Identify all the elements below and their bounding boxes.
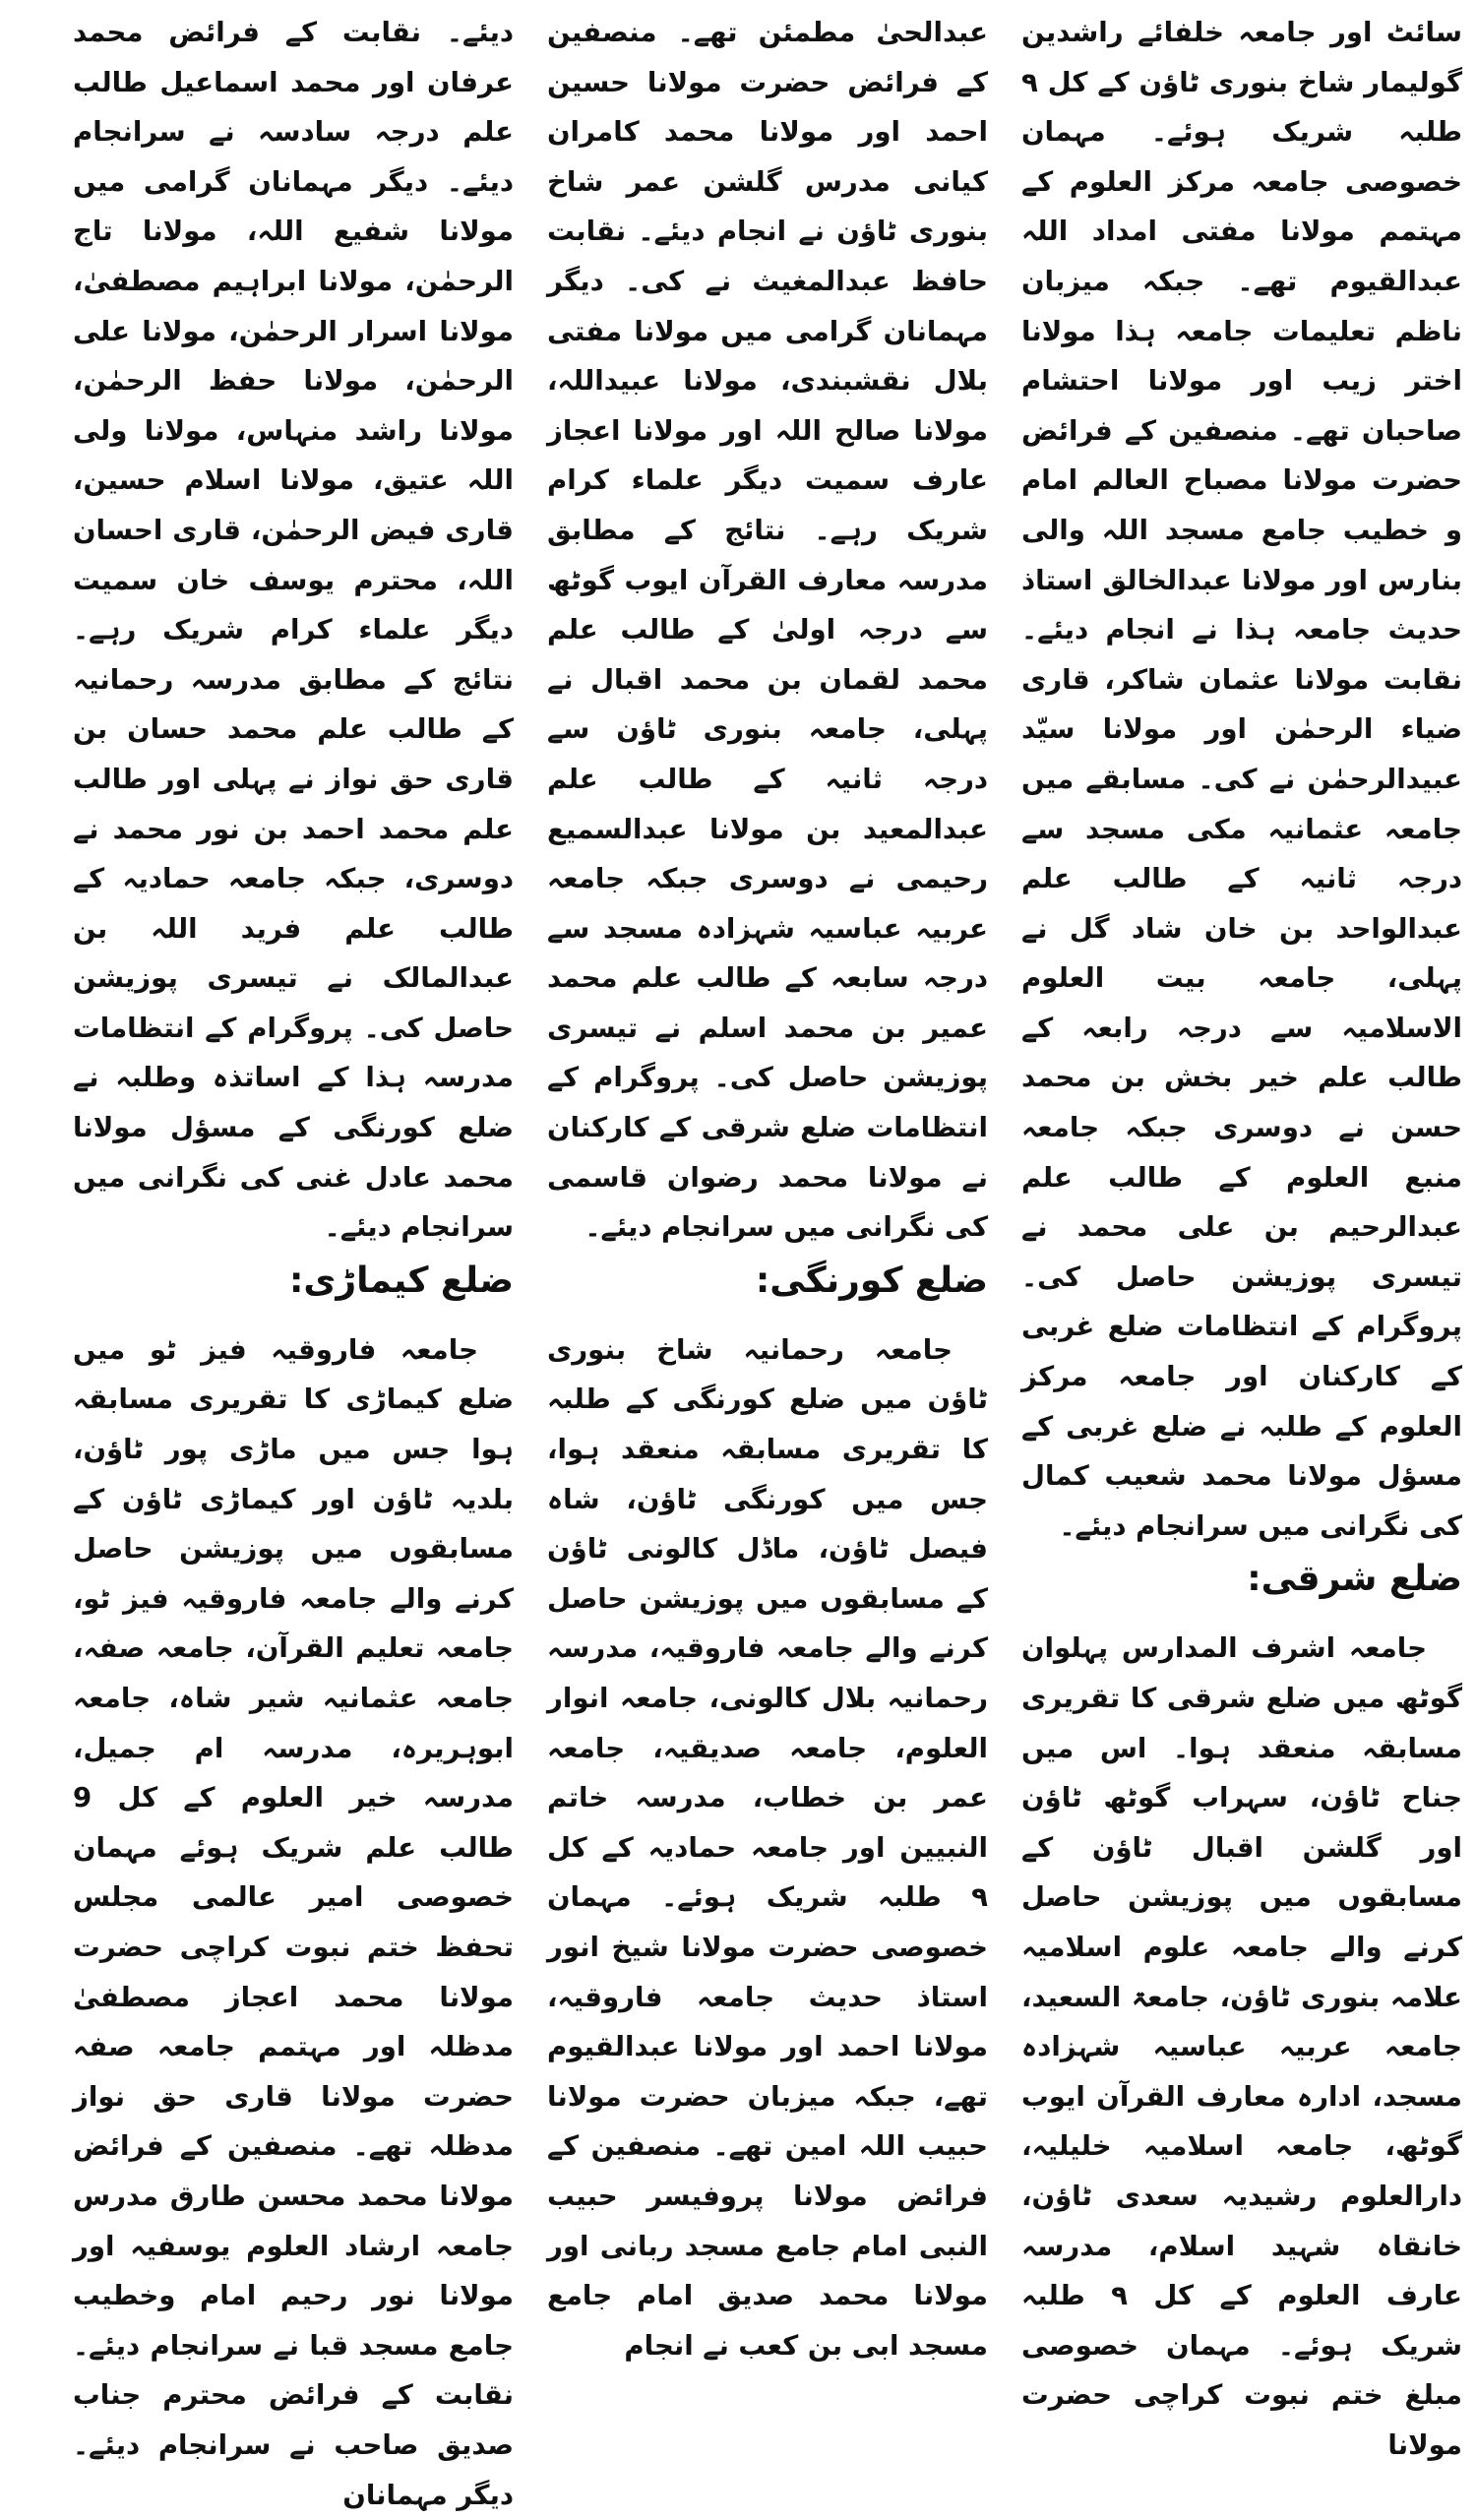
article-paragraph: سائٹ اور جامعہ خلفائے راشدین گولیمار شاخ بنوری ٹاؤن کے کل ۹ طلبہ شریک ہوئے۔ مہمان خصوصی جامعہ مرکز العلوم کے مہتمم مولانا مفتی امداد اللہ عبدالقیوم تھے۔ جبکہ میزبان ناظم تعلیمات جامعہ ہذا مولانا اختر زیب اور مولانا احتشام صاحبان تھے۔ منصفین کے فرائض حضرت مولانا مصباح العالم امام و خطیب جامع مسجد اللہ والی بنارس اور مولانا عبدالخالق استاذ حدیث جامعہ ہذا نے انجام دیئے۔ نقابت مولانا عثمان شاکر، قاری ضیاء الرحمٰن اور مولانا سیّد عبیدالرحمٰن نے کی۔ مسابقے میں جامعہ عثمانیہ مکی مسجد سے درجہ ثانیہ کے طالب علم عبدالواحد بن خان شاد گل نے پہلی، جامعہ بیت العلوم الاسلامیہ سے درجہ رابعہ کے طالب علم خیر بخش بن محمد حسن نے دوسری جبکہ جامعہ منبع العلوم کے طالب علم عبدالرحیم بن علی محمد نے تیسری پوزیشن حاصل کی۔ پروگرام کے انتظامات ضلع غربی کے کارکنان اور جامعہ مرکز العلوم کے طلبہ نے ضلع غربی کے مسؤل مولانا محمد شعیب کمال کی نگرانی میں سرانجام دیئے۔ (1021, 16, 1462, 1542)
section-heading: ضلع شرقی: (1247, 1559, 1462, 1600)
article-paragraph: دیئے۔ نقابت کے فرائض محمد عرفان اور محمد اسماعیل طالب علم درجہ سادسہ نے سرانجام دیئے۔ دیگر مہمانان گرامی میں مولانا شفیع اللہ، مولانا تاج الرحمٰن، مولانا ابراہیم مصطفیٰ، مولانا اسرار الرحمٰن، مولانا علی الرحمٰن، مولانا حفظ الرحمٰن، مولانا راشد منہاس، مولانا ولی اللہ عتیق، مولانا اسلام حسین، قاری فیض الرحمٰن، قاری احسان اللہ، محترم یوسف خان سمیت دیگر علماء کرام شریک رہے۔ نتائج کے مطابق مدرسہ رحمانیہ کے طالب علم محمد حسان بن قاری حق نواز نے پہلی اور طالب علم محمد احمد بن نور محمد نے دوسری، جبکہ جامعہ حمادیہ کے طالب علم فرید اللہ بن عبدالمالک نے تیسری پوزیشن حاصل کی۔ پروگرام کے انتظامات مدرسہ ہذا کے اساتذہ وطلبہ نے ضلع کورنگی کے مسؤل مولانا محمد عادل غنی کی نگرانی میں سرانجام دیئے۔ (73, 16, 514, 1244)
article-paragraph: عبدالحیٰ مطمئن تھے۔ منصفین کے فرائض حضرت مولانا حسین احمد اور مولانا محمد کامران کیانی مدرس گلشن عمر شاخ بنوری ٹاؤن نے انجام دیئے۔ نقابت حافظ عبدالمغیث نے کی۔ دیگر مہمانان گرامی میں مولانا مفتی بلال نقشبندی، مولانا عبیداللہ، مولانا صالح اللہ اور مولانا اعجاز عارف سمیت دیگر علماء کرام شریک رہے۔ نتائج کے مطابق مدرسہ معارف القرآن ایوب گوٹھ سے درجہ اولیٰ کے طالب علم محمد لقمان بن محمد اقبال نے پہلی، جامعہ بنوری ٹاؤن سے درجہ ثانیہ کے طالب علم عبدالمعید بن مولانا عبدالسمیع رحیمی نے دوسری جبکہ جامعہ عربیہ عباسیہ شہزادہ مسجد سے درجہ سابعہ کے طالب علم محمد عمیر بن محمد اسلم نے تیسری پوزیشن حاصل کی۔ پروگرام کے انتظامات ضلع شرقی کے کارکنان نے مولانا محمد رضوان قاسمی کی نگرانی میں سرانجام دیئے۔ (547, 16, 988, 1244)
article-paragraph: جامعہ فاروقیہ فیز ٹو میں ضلع کیماڑی کا تقریری مسابقہ ہوا جس میں ماڑی پور ٹاؤن، بلدیہ ٹاؤن اور کیماڑی ٹاؤن کے مسابقوں میں پوزیشن حاصل کرنے والے جامعہ فاروقیہ فیز ٹو، جامعہ تعلیم القرآن، جامعہ صفہ، جامعہ عثمانیہ شیر شاہ، جامعہ ابوہریرہ، مدرسہ ام جمیل، مدرسہ خیر العلوم کے کل 9 طالب علم شریک ہوئے مہمان خصوصی امیر عالمی مجلس تحفظ ختم نبوت کراچی حضرت مولانا محمد اعجاز مصطفیٰ مدظلہ اور مہتمم جامعہ صفہ حضرت مولانا قاری حق نواز مدظلہ تھے۔ منصفین کے فرائض مولانا محمد محسن طارق مدرس جامعہ ارشاد العلوم یوسفیہ اور مولانا نور رحیم امام وخطیب جامع مسجد قبا نے سرانجام دیئے۔ نقابت کے فرائض محترم جناب صدیق صاحب نے سرانجام دیئے۔ دیگر مہمانان (73, 1332, 514, 2511)
article-paragraph: جامعہ اشرف المدارس پہلوان گوٹھ میں ضلع شرقی کا تقریری مسابقہ منعقد ہوا۔ اس میں جناح ٹاؤن، سہراب گوٹھ ٹاؤن اور گلشن اقبال ٹاؤن کے مسابقوں میں پوزیشن حاصل کرنے والے جامعہ علوم اسلامیہ علامہ بنوری ٹاؤن، جامعۃ السعید، جامعہ عربیہ عباسیہ شہزادہ مسجد، ادارہ معارف القرآن ایوب گوٹھ، جامعہ اسلامیہ خلیلیہ، دارالعلوم رشیدیہ سعدی ٹاؤن، خانقاہ شہید اسلام، مدرسہ عارف العلوم کے کل ۹ طلبہ شریک ہوئے۔ مہمان خصوصی مبلغ ختم نبوت کراچی حضرت مولانا (1021, 1631, 1462, 2461)
text-column-1 (1015, 8, 1468, 2461)
article-paragraph: جامعہ رحمانیہ شاخ بنوری ٹاؤن میں ضلع کورنگی کے طلبہ کا تقریری مسابقہ منعقد ہوا، جس میں کورنگی ٹاؤن، شاہ فیصل ٹاؤن، ماڈل کالونی ٹاؤن کے مسابقوں میں پوزیشن حاصل کرنے والے جامعہ فاروقیہ، مدرسہ رحمانیہ بلال کالونی، جامعہ انوار العلوم، جامعہ صدیقیہ، جامعہ عمر بن خطاب، مدرسہ خاتم النبیین اور جامعہ حمادیہ کے کل ۹ طلبہ شریک ہوئے۔ مہمان خصوصی حضرت مولانا شیخ انور استاذ حدیث جامعہ فاروقیہ، مولانا احمد اور مولانا عبدالقیوم تھے، جبکہ میزبان حضرت مولانا حبیب اللہ امین تھے۔ منصفین کے فرائض مولانا پروفیسر حبیب النبی امام جامع مسجد ربانی اور مولانا محمد صدیق امام جامع مسجد ابی بن کعب نے انجام (547, 1332, 988, 2362)
text-column-3 (67, 8, 520, 2511)
section-heading: ضلع کیماڑی: (288, 1260, 514, 1301)
text-column-2 (541, 8, 994, 2362)
section-heading: ضلع کورنگی: (755, 1260, 988, 1301)
